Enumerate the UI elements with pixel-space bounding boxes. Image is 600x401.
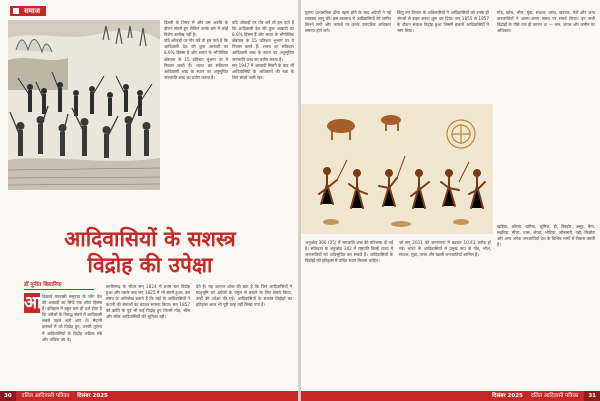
drop-cap: आ <box>24 293 42 313</box>
issue-month: दिसंबर 2025 <box>77 393 108 399</box>
left-body-column-3: देते हैं। यह अत्यन्त शोक की बात है कि जिन आदिवासियों ने मातृभूमि को अंग्रेजों के चंगुल से बचाने के लिए संघर्ष किया, उन्हीं की उपेक्षा की गई। आदिवासियों के सशस्त्र विद्रोहों का इतिहास आज भी पूरी तरह नहीं लिखा गया है। <box>196 284 292 308</box>
title-line-2: विद्रोह की उपेक्षा <box>87 252 213 277</box>
engraving-illustration <box>8 20 160 190</box>
right-top-column-3: गोंड, कोल, भील, मुंडा, संथाल, उरांव, खरवार, चेरो और अन्य जनजातियों ने अलग-अलग समय पर संघर्ष किया। इन सभी विद्रोहों के पीछे एक ही कारण था — जल, जंगल और जमीन पर अधिकार। <box>497 10 595 34</box>
issue-month: दिसंबर 2025 <box>492 393 523 399</box>
right-body-column-1: अनुच्छेद 366 (25) में जनजाति शब्द की परिभाषा दी गई है। संविधान के अनुच्छेद 342 में राष्ट्रपति किसी राज्य में जनजातियों को अधिसूचित कर सकते हैं। आदिवासियों के विद्रोहों को इतिहास में उचित स्थान मिलना चाहिए। <box>305 240 393 264</box>
right-body-column-2: जो सन् 2011 की जनगणना में बढ़कर 10.43 करोड़ हो गई। भारत के आदिवासियों में प्रमुख रूप से गोंड, भील, संथाल, मुंडा, उरांव और खासी जनजातियाँ शामिल हैं। <box>399 240 491 258</box>
paragraph: यदि ऑकड़ों पर गौर करें तो हम पाते हैं कि आदिवासी देश की कुल आबादी का 8.6% हिस्सा हैं और भारत के भौगोलिक क्षेत्रफल के 15 प्रतिशत भूभाग पर ये निवास करते हैं। भारत का संविधान आदिवासी शब्द के स्थान पर अनुसूचित जनजाति शब्द का प्रयोग करता है। <box>164 38 228 80</box>
left-top-column-1 <box>164 20 228 210</box>
page-footer-right <box>301 391 600 401</box>
right-top-column-1: पुराना प्रशासनिक ढाँचा खत्म होने के बाद अंग्रेजों ने नई व्यवस्था लागू की। इस व्यवस्था में आदिवासियों की जमीन छिनने लगी और जंगलों पर उनके पारंपरिक अधिकार समाप्त होने लगे। <box>305 10 391 34</box>
title-line-1: आदिवासियों के सशस्त्र <box>64 226 236 251</box>
left-page <box>0 0 299 401</box>
page-footer-left <box>0 391 299 401</box>
section-tag: समाज <box>10 6 46 16</box>
left-top-column-2 <box>232 20 294 210</box>
author-byline: डॉ पुनीत बिसारिया <box>24 282 62 288</box>
right-top-column-2: किंतु वन विभाग के अधिकारियों ने आदिवासियों को उनके ही जंगलों से बाहर करना शुरू कर दिया। सन् 1855 से 1857 के दौरान संथाल विद्रोह हुआ जिसमें हजारों आदिवासियों ने भाग लिया। <box>397 10 489 34</box>
page-number: 30 <box>0 391 16 401</box>
paragraph: यदि ऑकड़ों पर गौर करें तो हम पाते हैं कि आदिवासी देश की कुल आबादी का 8.6% हिस्सा हैं और भारत के भौगोलिक क्षेत्रफल के 15 प्रतिशत भूभाग पर ये निवास करते हैं। भारत का संविधान आदिवासी शब्द के स्थान पर अनुसूचित जनजाति शब्द का प्रयोग करता है। <box>232 20 294 62</box>
page-number: 31 <box>584 391 600 401</box>
author-divider <box>24 289 94 290</box>
cave-painting-illustration <box>301 104 493 234</box>
article-title <box>40 226 260 278</box>
paragraph: दिल्ली के विषय में और उस अवधि के दौरान संघर्ष हुए लेकिन उनके बारे में कोई विशेष उल्लेख नहीं है। <box>164 20 228 38</box>
right-body-column-3: खड़िया, कोरवा, खरिया, भूमिज, हो, बिरहोर, असुर, बैगा, सहरिया, मीणा, थारू, लेप्चा, भोटिया, जौनसारी, गद्दी, किन्नौरा और अन्य अनेक जनजातियाँ देश के विभिन्न भागों में निवास करती हैं। <box>497 224 595 248</box>
magazine-name: दलित आदिवासी पत्रिका <box>21 393 70 399</box>
left-body-column-2: छत्तीसगढ़ के भीतर सन् 1824 में प्रथम बार विद्रोह हुआ और उसके बाद सन् 1825 में भी संघर्ष हुआ। उस समय के अभिलेख बताते हैं कि वहाँ के आदिवासियों ने कंपनी की सेनाओं का डटकर सामना किया। सन् 1857 की क्रांति के पूर्व भी कई विद्रोह हुए जिनमें गोंड, भील और कोल आदिवासियों की भूमिका रही। <box>106 284 190 320</box>
right-page <box>301 0 600 401</box>
paragraph: सन् 1947 में आजादी मिलने के बाद भी आदिवासियों के अधिकारों की रक्षा के लिए संघर्ष जारी रहा। <box>232 62 294 80</box>
left-body-column-1: दिखावे वनवासी समुदाय के लोग देश की आबादी का सिर्फ एक छोटा हिस्सा हैं। इतिहास में बहुत कम ही दर्ज होता है कि अंग्रेजों के विरुद्ध संघर्ष में आदिवासी सबसे पहले आगे आए थे। मैदानी इलाकों में जो विद्रोह हुए, उनकी तुलना में आदिवासियों के विद्रोह अधिक लंबे और अधिक उग्र थे। <box>42 294 102 342</box>
magazine-name: दलित आदिवासी पत्रिका <box>530 393 579 399</box>
